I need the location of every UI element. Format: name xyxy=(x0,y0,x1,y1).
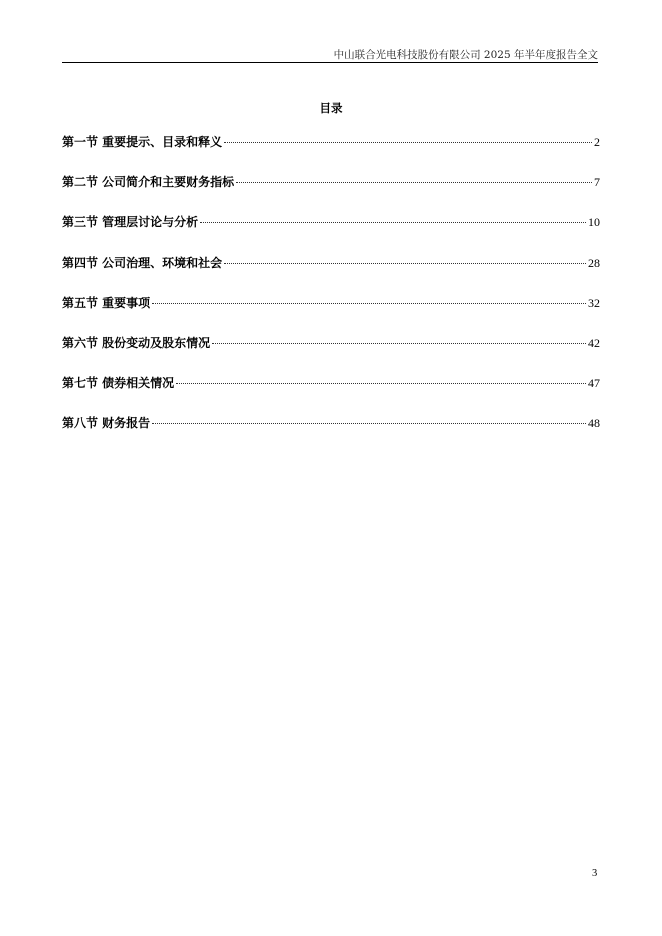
toc-entry-label: 第五节 重要事项 xyxy=(62,295,151,310)
toc-entry-label: 第六节 股份变动及股东情况 xyxy=(62,335,211,350)
dot-leader xyxy=(224,142,592,143)
toc-entry-section-6[interactable] xyxy=(62,334,600,374)
header-title: 中山联合光电科技股份有限公司 2025 年半年度报告全文 xyxy=(333,49,598,61)
page-number: 3 xyxy=(592,868,598,879)
toc-entry-label: 第三节 管理层讨论与分析 xyxy=(62,215,199,230)
dot-leader xyxy=(200,222,586,223)
toc-entry-page: 28 xyxy=(588,255,600,270)
toc-entry-section-2[interactable] xyxy=(62,173,600,213)
toc-entry-page: 2 xyxy=(594,135,600,149)
toc-entry-page: 42 xyxy=(588,335,600,350)
table-of-contents xyxy=(62,133,600,455)
dot-leader xyxy=(224,263,586,264)
dot-leader xyxy=(152,423,586,424)
toc-entry-label: 第七节 债券相关情况 xyxy=(62,376,175,391)
toc-entry-label: 第八节 财务报告 xyxy=(62,416,151,431)
toc-entry-page: 32 xyxy=(588,295,600,310)
dot-leader xyxy=(152,303,586,304)
dot-leader xyxy=(212,343,586,344)
toc-entry-page: 48 xyxy=(588,416,600,431)
toc-entry-section-1[interactable] xyxy=(62,133,600,173)
toc-entry-section-8[interactable] xyxy=(62,414,600,454)
toc-entry-section-7[interactable] xyxy=(62,374,600,414)
toc-title: 目录 xyxy=(319,101,343,115)
dot-leader xyxy=(176,383,586,384)
toc-entry-label: 第一节 重要提示、目录和释义 xyxy=(62,135,223,149)
toc-entry-section-4[interactable] xyxy=(62,254,600,294)
toc-entry-section-5[interactable] xyxy=(62,294,600,334)
page-header xyxy=(62,44,598,63)
toc-entry-page: 7 xyxy=(594,175,600,190)
toc-entry-page: 47 xyxy=(588,376,600,391)
toc-entry-page: 10 xyxy=(588,215,600,230)
toc-entry-section-3[interactable] xyxy=(62,213,600,253)
toc-entry-label: 第四节 公司治理、环境和社会 xyxy=(62,255,223,270)
dot-leader xyxy=(236,182,592,183)
toc-entry-label: 第二节 公司简介和主要财务指标 xyxy=(62,175,235,190)
